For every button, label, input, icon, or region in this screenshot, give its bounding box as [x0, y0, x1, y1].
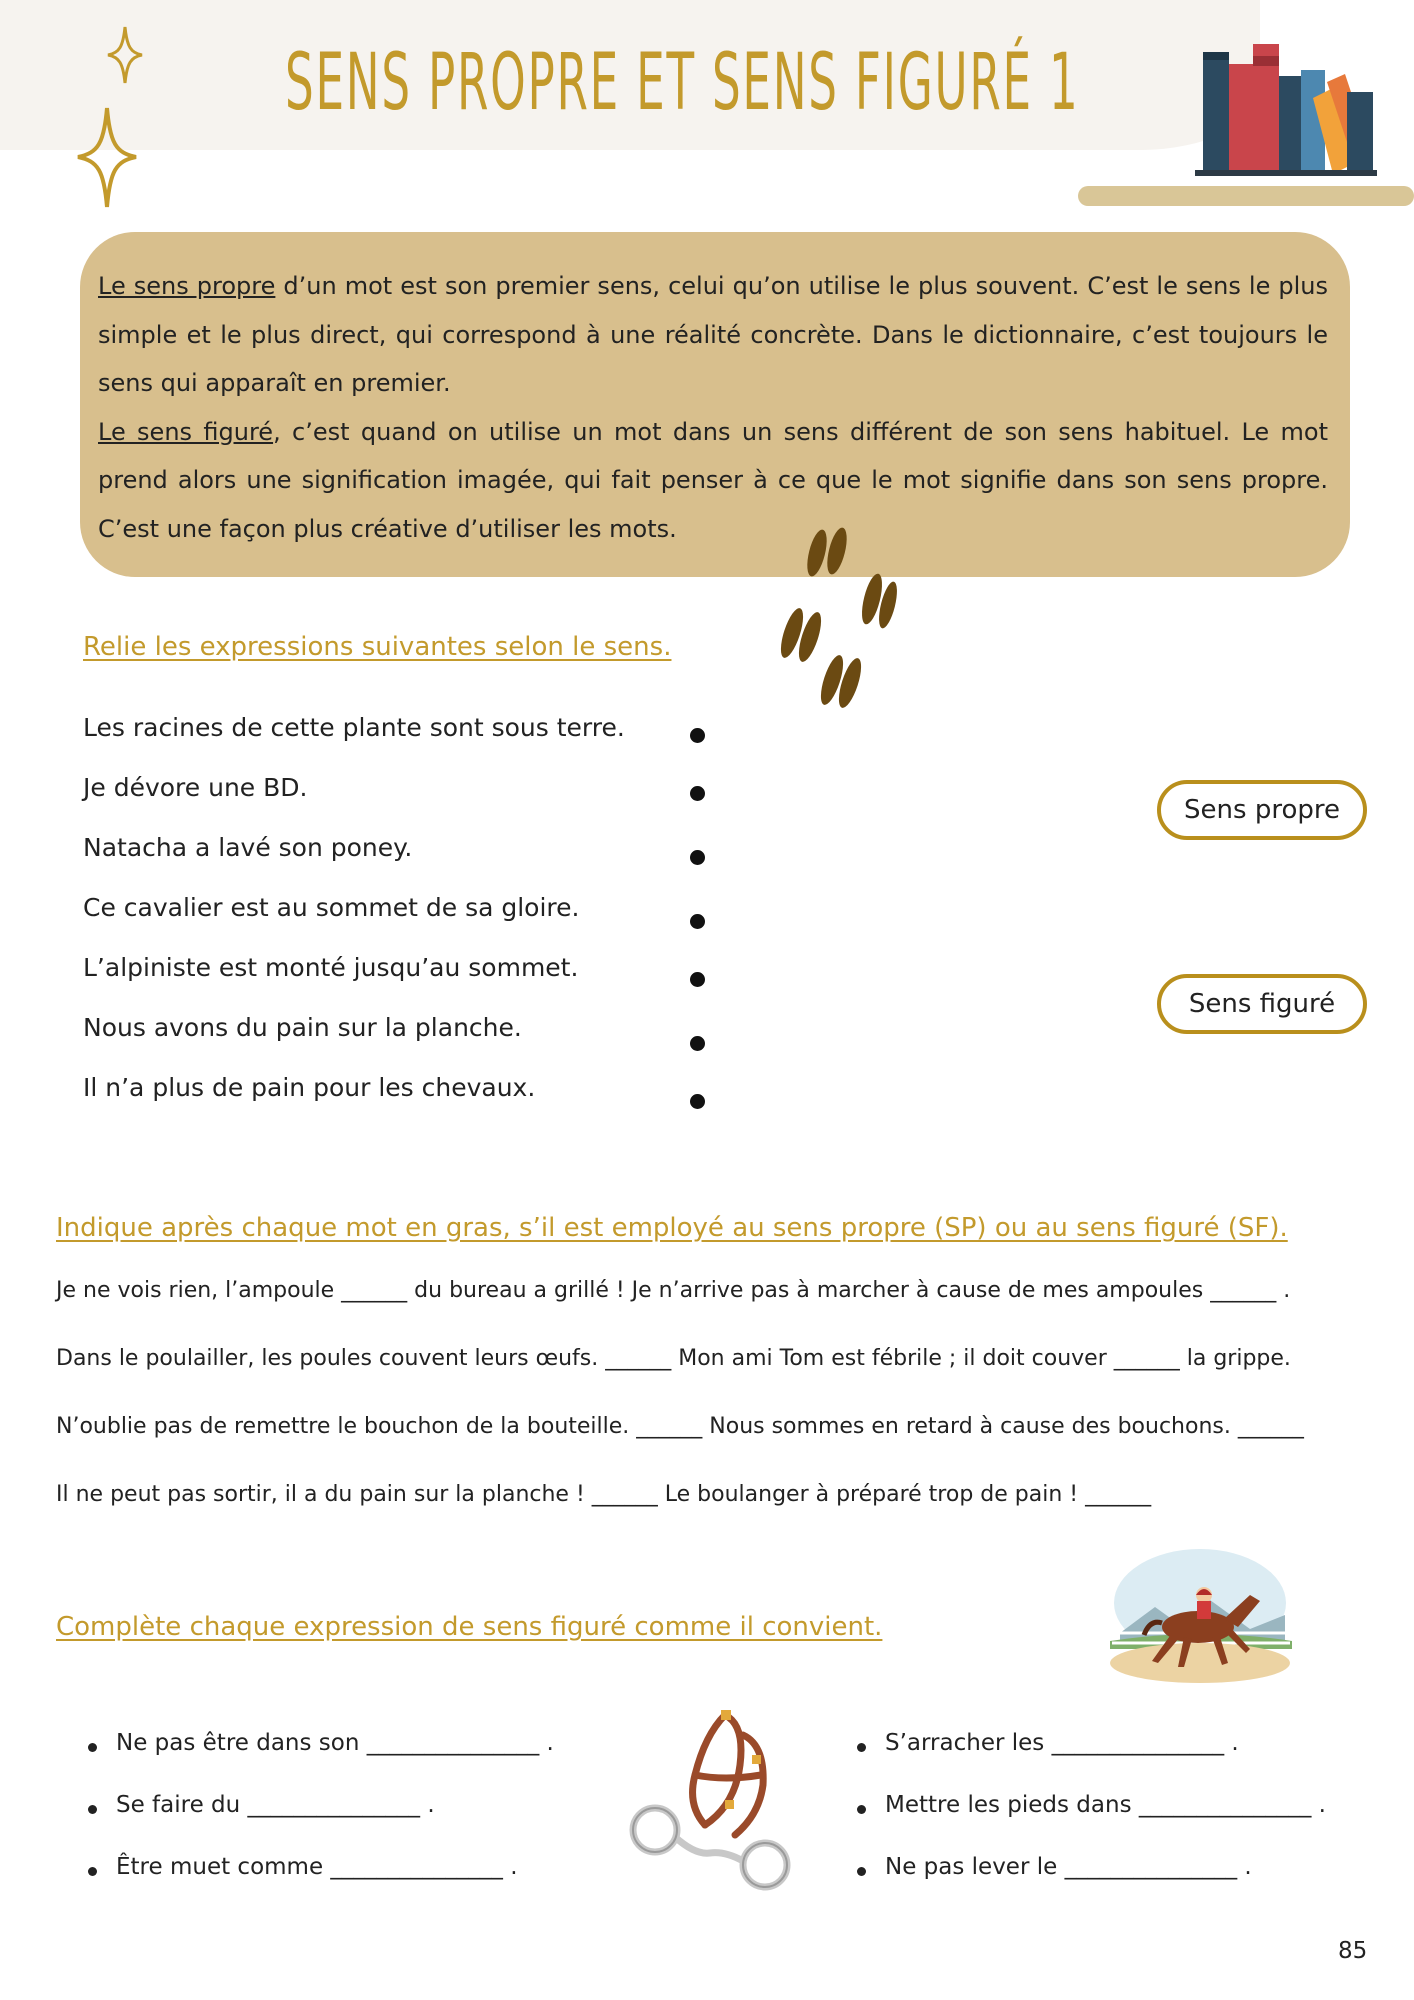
- definition-figure-text: , c’est quand on utilise un mot dans un sens différent de son sens habituel. Le mot prend alors une signification imagée, qui fait penser à ce que le mot signifie dans son sens propre. C’est une façon plus créative d’utiliser les mots.: [98, 417, 1329, 543]
- bullet: [88, 1867, 97, 1876]
- match-dot-6[interactable]: [690, 1036, 705, 1051]
- definition-propre-text: d’un mot est son premier sens, celui qu’on utilise le plus souvent. C’est le sens le plus simple et le plus direct, qui correspond à une réalité concrète. Dans le dictionnaire, c’est toujours le sens qui apparaît en premier.: [98, 272, 1329, 397]
- sp-sf-line-2: Dans le poulailler, les poules couvent leurs œufs. ______ Mon ami Tom est fébrile ; il doit couver ______ la grippe.: [56, 1346, 1291, 1371]
- definition-figure: [98, 408, 1328, 554]
- horse-hoofprints-icon: [780, 515, 900, 715]
- sp-sf-line-1: Je ne vois rien, l’ampoule ______ du bureau a grillé ! Je n’arrive pas à marcher à cause de mes ampoules ______ .: [56, 1278, 1291, 1303]
- match-dot-1[interactable]: [690, 728, 705, 743]
- choice-sens-figure[interactable]: Sens figuré: [1157, 974, 1367, 1034]
- title-underline: [1078, 186, 1414, 206]
- expression-right-2: Mettre les pieds dans _______________ .: [885, 1792, 1326, 1818]
- sparkle-star-icon: [74, 105, 140, 210]
- match-dot-5[interactable]: [690, 972, 705, 987]
- match-dot-4[interactable]: [690, 914, 705, 929]
- definition-propre-term: Le sens propre: [98, 272, 276, 300]
- definition-text: [98, 262, 1328, 553]
- match-dot-2[interactable]: [690, 786, 705, 801]
- sp-sf-line-4: Il ne peut pas sortir, il a du pain sur la planche ! ______ Le boulanger à préparé trop de pain ! ______: [56, 1482, 1152, 1507]
- match-sentence-5: L’alpiniste est monté jusqu’au sommet.: [83, 953, 579, 982]
- bullet: [857, 1867, 866, 1876]
- match-sentence-1: Les racines de cette plante sont sous terre.: [83, 713, 625, 742]
- page-title: SENS PROPRE ET SENS FIGURÉ 1: [285, 38, 1080, 128]
- bullet: [88, 1805, 97, 1814]
- exercise2-title: Indique après chaque mot en gras, s’il est employé au sens propre (SP) ou au sens figuré (SF).: [56, 1213, 1288, 1243]
- expression-left-3: Être muet comme _______________ .: [116, 1854, 518, 1880]
- horse-rider-icon: [1100, 1545, 1300, 1685]
- sp-sf-line-3: N’oublie pas de remettre le bouchon de la bouteille. ______ Nous sommes en retard à cause des bouchons. ______: [56, 1414, 1304, 1439]
- match-sentence-6: Nous avons du pain sur la planche.: [83, 1013, 522, 1042]
- page-number: 85: [1338, 1938, 1368, 1964]
- sparkle-star-icon: [105, 25, 145, 85]
- match-dot-3[interactable]: [690, 850, 705, 865]
- match-sentence-2: Je dévore une BD.: [83, 773, 308, 802]
- bullet: [88, 1743, 97, 1752]
- match-dot-7[interactable]: [690, 1094, 705, 1109]
- bullet: [857, 1805, 866, 1814]
- expression-left-2: Se faire du _______________ .: [116, 1792, 435, 1818]
- match-sentence-4: Ce cavalier est au sommet de sa gloire.: [83, 893, 580, 922]
- books-stack-icon: [1195, 30, 1377, 180]
- horse-bridle-icon: [625, 1705, 800, 1905]
- expression-left-1: Ne pas être dans son _______________ .: [116, 1730, 554, 1756]
- match-sentence-7: Il n’a plus de pain pour les chevaux.: [83, 1073, 536, 1102]
- expression-right-3: Ne pas lever le _______________ .: [885, 1854, 1252, 1880]
- exercise3-title: Complète chaque expression de sens figuré comme il convient.: [56, 1612, 883, 1642]
- definition-figure-term: Le sens figuré: [98, 417, 274, 446]
- match-sentence-3: Natacha a lavé son poney.: [83, 833, 413, 862]
- exercise1-title: Relie les expressions suivantes selon le sens.: [83, 632, 672, 662]
- definition-propre: [98, 262, 1328, 408]
- choice-sens-propre[interactable]: Sens propre: [1157, 780, 1367, 840]
- bullet: [857, 1743, 866, 1752]
- expression-right-1: S’arracher les _______________ .: [885, 1730, 1239, 1756]
